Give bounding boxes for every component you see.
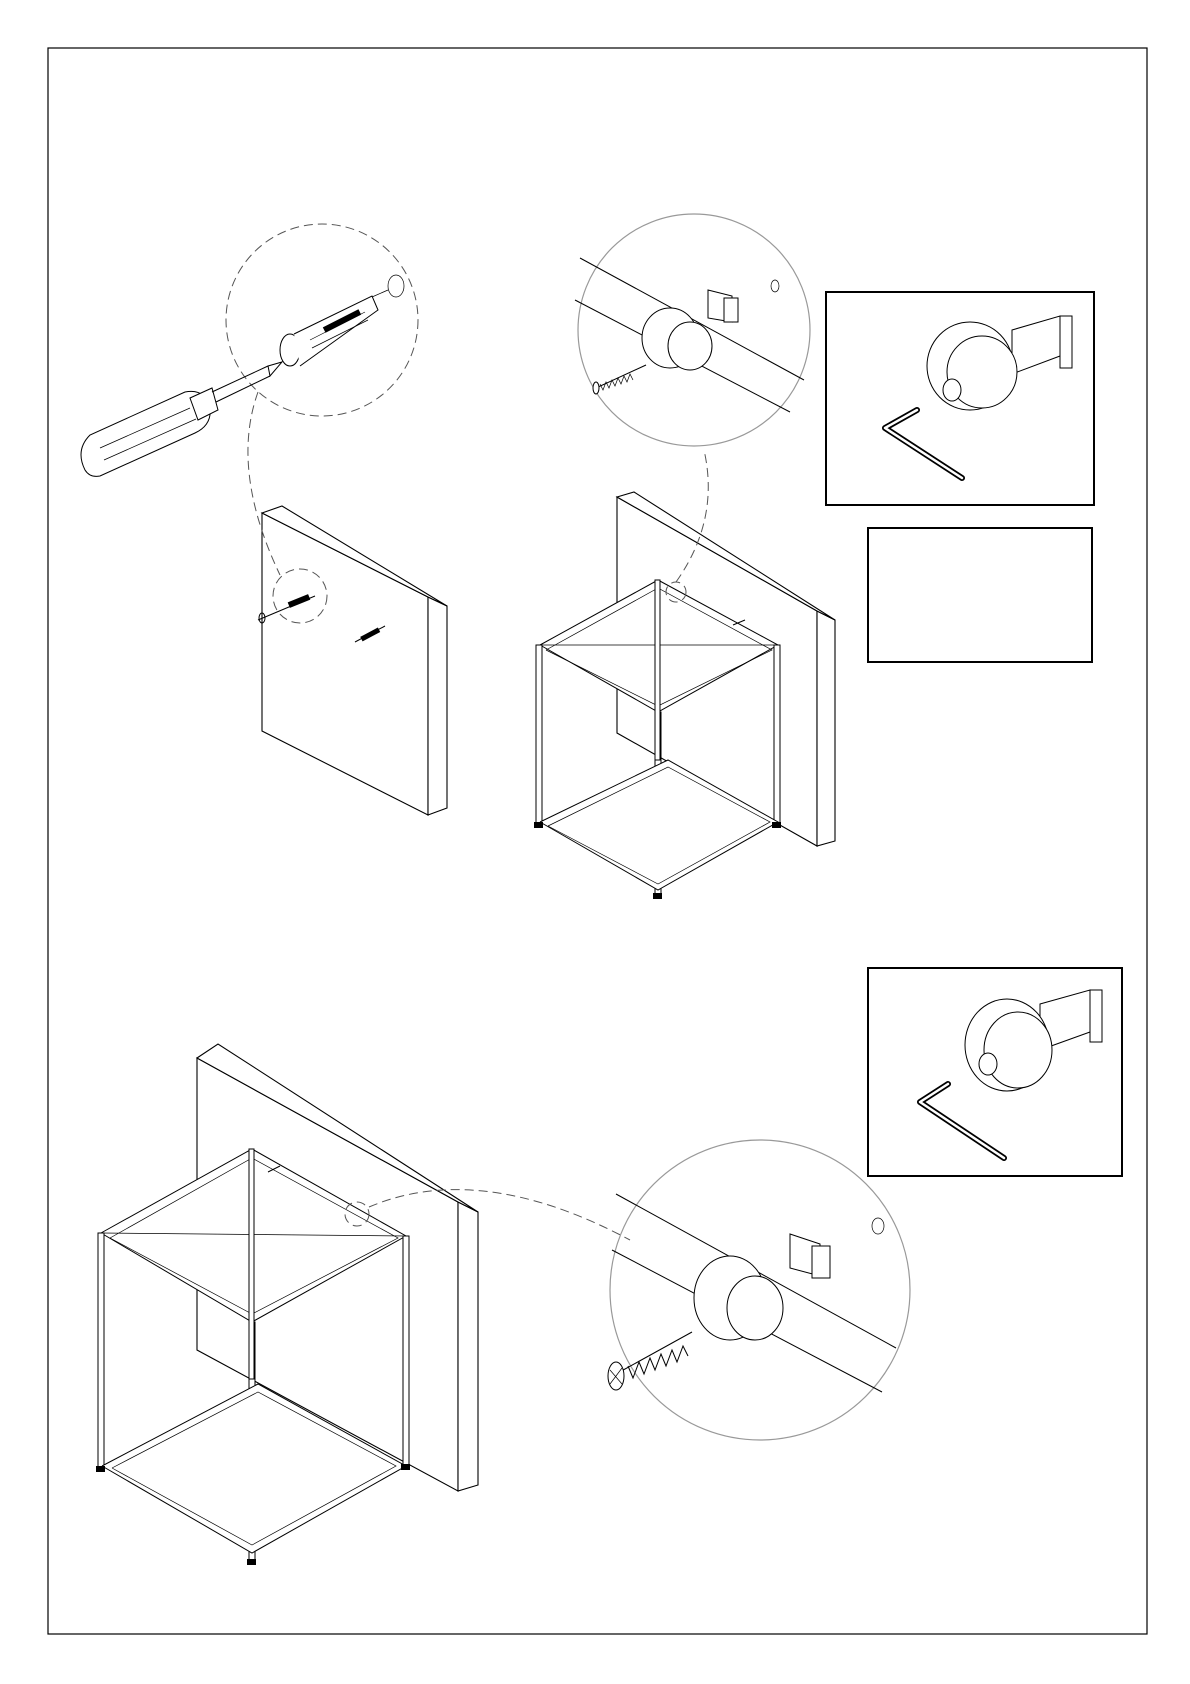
wall-panel-plugs <box>262 506 447 815</box>
wall-plug-detail <box>280 275 404 366</box>
wall-screw-large-icon <box>608 1332 692 1390</box>
rod-bracket-icon-large <box>612 1194 896 1392</box>
wall-screw-icon <box>593 365 646 394</box>
rod-bracket-icon <box>575 258 804 412</box>
detail-box-empty <box>868 528 1092 662</box>
screwdriver-icon <box>81 362 282 476</box>
